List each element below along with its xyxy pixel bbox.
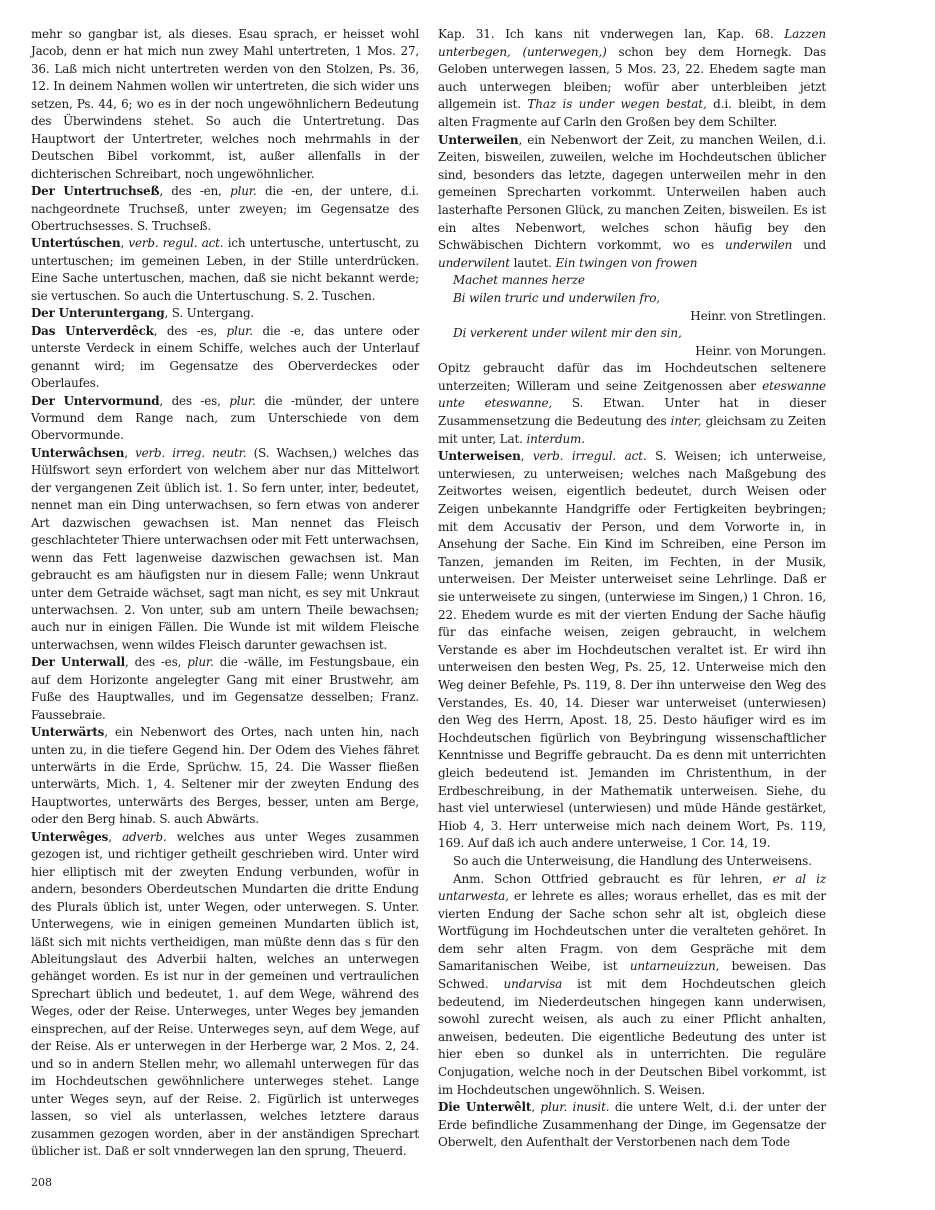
italic-quote: untarneuizzun, (629, 959, 720, 974)
entry-body: die -münder, der untere Vormund dem Range nach, zum Unterschiede von dem Obervormunde. (31, 393, 419, 443)
headword: Das Unterverdêck (31, 323, 154, 338)
grammar-note: plur. (226, 323, 253, 338)
left-column (31, 26, 419, 1160)
headword: Unterwâchsen (31, 445, 125, 460)
text-run: d.i. bleibt, in dem alten Fragmente auf Carln den Großen bey dem Schilter. (438, 97, 826, 129)
text-run: er lehrete es alles; woraus erhellet, das es mit der vierten Endung der Sache schon sehr alt ist, obgleich diese Wortfügung im Hochdeutschen unter die veralteten gehöret. In dem sehr alten Fragm. von dem Gespräche mit dem Samaritanischen Weibe, ist (438, 889, 826, 974)
entry-unteruntergang (31, 305, 419, 322)
entry-untervormund (31, 393, 419, 445)
entry-unterweilen (438, 132, 826, 273)
entry-prefix: , (531, 1100, 541, 1115)
grammar-note: verb. regul. act. (128, 236, 224, 251)
headword: Der Unteruntergang (31, 306, 165, 321)
text-run: gleichsam zu Zeiten mit unter, Lat. (438, 414, 826, 446)
paragraph-continuation (438, 26, 826, 132)
entry-prefix: , (104, 725, 115, 740)
headword: Untertúschen (31, 236, 121, 251)
italic-quote: eteswanne unte eteswanne, (438, 378, 826, 411)
text-run: Anm. Schon Ottfried gebraucht es für lehren, (453, 871, 773, 886)
text-run: ist mit dem Hochdeutschen gleich bedeutend, im Niederdeutschen hingegen kann underwisen, sowohl zurecht weisen, als auch zu einer Pflicht anhalten, anweisen, bedeuten. Die eigentliche Bedeutung des unter ist hier eben so dunkel als in unterrichten. Die reguläre Conjugation, welche noch in der Deutschen Bibel vorkommt, ist im Hochdeutschen ungewöhnlich. S. Weisen. (438, 977, 826, 1097)
entry-body: die -en, der untere, d.i. nachgeordnete Truchseß, unter zweyen; im Gegensatze des Obertruchsesses. S. Truchseß. (31, 184, 419, 233)
annotation-paragraph (438, 871, 826, 1100)
text-run: und (792, 238, 826, 253)
entry-body: die -wälle, im Festungsbaue, ein auf dem Horizonte angelegter Gang mit einer Brustwehr, am Fuße des Hauptwalles, und im Gegensatze desselben; Franz. Faussebraie. (31, 655, 420, 722)
page-number: 208 (31, 1176, 52, 1189)
text-run: S. Etwan. Unter hat in dieser Zusammensetzung die Bedeutung des (438, 396, 826, 429)
entry-body: welches aus unter Weges zusammen gezogen ist, und richtiger getheilt geschrieben wird. Unter wird hier elliptisch mit der zweyten Endung verbunden, wofür in andern, besonders Oberdeutschen Mundarten die dritte Endung des Plurals üblich ist, unter Wegen, oder unterwegen. S. Unter. Unterwegens, wie in einigen gemeinen Mundarten üblich ist, läßt sich mit nichts vertheidigen, man müßte denn das s für den Ableitungslaut des Adverbii halten, welches an unterwegen gehänget worden. Es ist nur in der gemeinen und vertraulichen Sprechart üblich und bedeutet, 1. auf dem Wege, während des Weges, oder der Reise. Unterweges, unter Weges bey jemanden einsprechen, auf der Reise. Unterweges seyn, auf dem Wege, auf der Reise. Als er unterwegen in der Herberge war, 2 Mos. 2, 24. und so in andern Stellen mehr, wo allemahl unterwegen für das im Hochdeutschen gewöhnlichere unterweges stehet. Lange unter Weges seyn, auf der Reise. 2. Figürlich ist unterweges lassen, so viel als unterlassen, welches letztere daraus zusammen gezogen worden, aber in der anständigen Sprechart üblicher ist. Daß er solt vnnderwegen lan den sprung, Theuerd. (31, 829, 419, 1158)
text-run: Kap. 31. Ich kans nit vnderwegen lan, Kap. 68. (438, 27, 785, 41)
entry-untertruchsess (31, 183, 419, 235)
entry-unterwelt (438, 1099, 826, 1152)
entry-body: die -e, das untere oder unterste Verdeck in einem Schiffe, welches auch der Unterlauf genannt wird; im Gegensatze des Oberverdeckes oder Oberlaufes. (31, 323, 419, 391)
verse-line: Di verkerent under wilent mir den sin, (453, 326, 682, 341)
entry-body: (S. Wachsen,) welches das Hülfswort seyn erfordert von welchem aber nur das Mittelwort der vergangenen Zeit üblich ist. 1. So fern unter, inter, bedeutet, nennet man ein Ding unterwachsen, so fern etwas von anderer Art dazwischen gewachsen ist. Man nennet das Fleisch geschlachteter Thiere unterwachsen oder mit Fett unterwachsen, wenn das Fett lagenweise dazwischen gewachsen ist. Man gebraucht es am häufigsten nur in diesem Falle; wenn Unkraut unter dem Getraide wächset, sagt man nicht, es sey mit Unkraut unterwachsen. 2. Von unter, sub am untern Theile bewachsen; auch nur in einigen Fällen. Die Wunde ist mit wildem Fleische unterwachsen, wenn wildes Fleisch darunter gewachsen ist. (31, 445, 419, 652)
italic-quote: Ein twingen von frowen (555, 255, 698, 270)
entry-body: , ein Nebenwort der Zeit, zu manchen Weilen, d.i. Zeiten, bisweilen, zuweilen, welche im Hochdeutschen üblicher sind, besonders das letzte, dagegen unterweilen mehr in den gemeinen Sprecharten vorkommt. Unterweilen haben auch lasterhafte Personen Glück, zu manchen Zeiten, bisweilen. Es ist ein altes Nebenwort, welches schon häufig bey den Schwäbischen Dichtern vorkommt, wo es (438, 132, 826, 253)
text-run: schon bey dem Hornegk. Das Geloben unterwegen lassen, 5 Mos. 23, 22. Ehedem sagte man auch unterwegen bleiben; wofür aber unterbleiben jetzt allgemein ist. (438, 44, 826, 112)
italic-quote: interdum. (526, 431, 585, 446)
entry-body: ein Nebenwort des Ortes, nach unten hin, nach unten zu, in die tiefere Gegend hin. Der Odem des Viehes fähret unterwärts in die Erde, Sprüchw. 15, 24. Die Wasser fließen unterwärts, Mich. 1, 4. Seltener mir der zweyten Endung des Hauptwortes, unterwärts des Berges, besser, unten am Berge, oder den Berg hinab. S. auch Abwärts. (31, 725, 419, 827)
text-run: Opitz gebraucht dafür das im Hochdeutschen seltenere unterzeiten; Willeram und seine Zeitgenossen aber (438, 361, 826, 393)
paragraph (438, 360, 826, 448)
entry-prefix: , (520, 449, 533, 464)
entry-prefix: , (124, 445, 136, 460)
entry-unterweisen (438, 448, 826, 853)
italic-quote: inter, (670, 414, 702, 429)
grammar-note: plur. (229, 393, 256, 408)
entry-unterwall (31, 654, 419, 724)
italic-quote: undarvisa (503, 977, 563, 992)
right-column (438, 26, 826, 1152)
grammar-note: plur. (230, 184, 257, 199)
grammar-note: adverb. (122, 829, 167, 844)
entry-body: die untere Welt, d.i. der unter der Erde befindliche Zusammenhang der Dinge, im Gegensatze der Oberwelt, den Aufenthalt der Verstorbenen nach dem Tode (438, 1100, 826, 1150)
entry-unterwaerts (31, 724, 419, 829)
italic-quote: Thaz is under wegen bestat, (527, 97, 707, 112)
headword: Die Unterwêlt (438, 1100, 532, 1115)
text-run: lautet. (509, 255, 556, 270)
entry-unterverdeck (31, 323, 419, 393)
italic-quote: underwilen (725, 238, 793, 253)
entry-prefix: , (120, 236, 129, 251)
entry-unterweges (31, 829, 419, 1161)
entry-prefix: , des -es, (125, 655, 188, 670)
entry-untertuschen (31, 235, 419, 305)
grammar-note: verb. irreg. neutr. (135, 445, 247, 460)
verse-attribution: Heinr. von Stretlingen. (690, 308, 826, 323)
verse-line: Bi wilen truric und underwilen fro, (453, 290, 660, 305)
headword: Der Untervormund (31, 393, 160, 408)
entry-prefix: , (108, 829, 123, 844)
verse-attribution: Heinr. von Morungen. (695, 343, 826, 358)
headword: Unterweisen (438, 449, 521, 464)
headword: Unterwêges (31, 829, 109, 844)
entry-body: ich untertusche, untertuscht, zu untertuschen; im gemeinen Leben, in der Stille unterdrücken. Eine Sache untertuschen, machen, daß sie nicht bekannt werde; sie vertuschen. So auch die Untertuschung. S. 2. Tuschen. (31, 236, 419, 303)
italic-quote: er al iz untarwesta, (438, 871, 827, 904)
entry-prefix: , des -es, (159, 393, 230, 408)
headword: Unterwärts (31, 725, 105, 740)
italic-quote: underwilent (438, 255, 510, 270)
paragraph: So auch die Unterweisung, die Handlung des Unterweisens. (453, 853, 812, 868)
entry-prefix: , des -en, (159, 184, 231, 199)
grammar-note: plur. (187, 655, 214, 670)
headword: Der Untertruchseß (31, 184, 160, 199)
headword: Unterweilen (438, 132, 519, 147)
entry-unterwachsen (31, 445, 419, 654)
paragraph-continuation: mehr so gangbar ist, als dieses. Esau sprach, er heisset wohl Jacob, denn er hat mich nun zwey Mahl untertreten, 1 Mos. 27, 36. Laß mich nicht untertreten werden von den Stolzen, Ps. 36, 12. In deinem Nahmen wollen wir untertreten, die sich wider uns setzen, Ps. 44, 6; wo es in der noch ungewöhnlichern Bedeutung des Überwindens stehet. So auch die Untertretung. Das Hauptwort der Untertreter, welches noch mehrmahls in der Deutschen Bibel vorkommt, ist, außer allenfalls in der dichterischen Schreibart, noch ungewöhnlicher. (31, 27, 419, 181)
italic-quote: Lazzen unterbegen, (unterwegen,) (438, 27, 826, 59)
grammar-note: plur. inusit. (540, 1100, 610, 1115)
entry-body: S. Weisen; ich unterweise, unterwiesen, zu unterweisen; welches nach Maßgebung des Zeitwortes weisen, eigentlich bedeutet, durch Weisen oder Zeigen unbekannte Handgriffe oder Fertigkeiten beybringen; mit dem Accusativ der Person, und dem Vorworte in, in Ansehung der Sache. Ein Kind im Schreiben, eine Person im Tanzen, jemanden im Reiten, im Fechten, in der Musik, unterweisen. Der Meister unterweiset seine Lehrlinge. Daß er sie unterweisete zu singen, (unterwiese im Singen,) 1 Chron. 16, 22. Ehedem wurde es mit der vierten Endung der Sache häufig für das einfache weisen, zeigen gebraucht, in welchem Verstande es aber im Hochdeutschen veraltet ist. Er wird ihn unterweisen den besten Weg, Ps. 25, 12. Unterweise mich den Weg deiner Befehle, Ps. 119, 8. Der ihn unterweise den Weg des Verstandes, Es. 40, 14. Dieser war unterweiset (unterwiesen) den Weg des Herrn, Apost. 18, 25. Desto häufiger wird es im Hochdeutschen figürlich von Beybringung wissenschaftlicher Kenntnisse und Begriffe gebraucht. Da es denn mit unterrichten gleich bedeutend ist. Jemanden im Christenthum, in der Erdbeschreibung, in der Mathematik unterweisen. Siehe, du hast viel unterwiesel (unterwiesen) und müde Hände gestärket, Hiob 4, 3. Herr unterweise mich nach deinem Wort, Ps. 119, 169. Auf daß ich auch andere unterweise, 1 Cor. 14, 19. (438, 449, 826, 851)
entry-prefix: , S. Untergang. (164, 306, 255, 321)
text-run: beweisen. Das Schwed. (438, 959, 826, 992)
grammar-note: verb. irregul. act. (532, 449, 647, 464)
entry-prefix: , des -es, (153, 323, 227, 338)
verse-line: Machet mannes herze (453, 273, 585, 288)
headword: Der Unterwall (31, 655, 126, 670)
